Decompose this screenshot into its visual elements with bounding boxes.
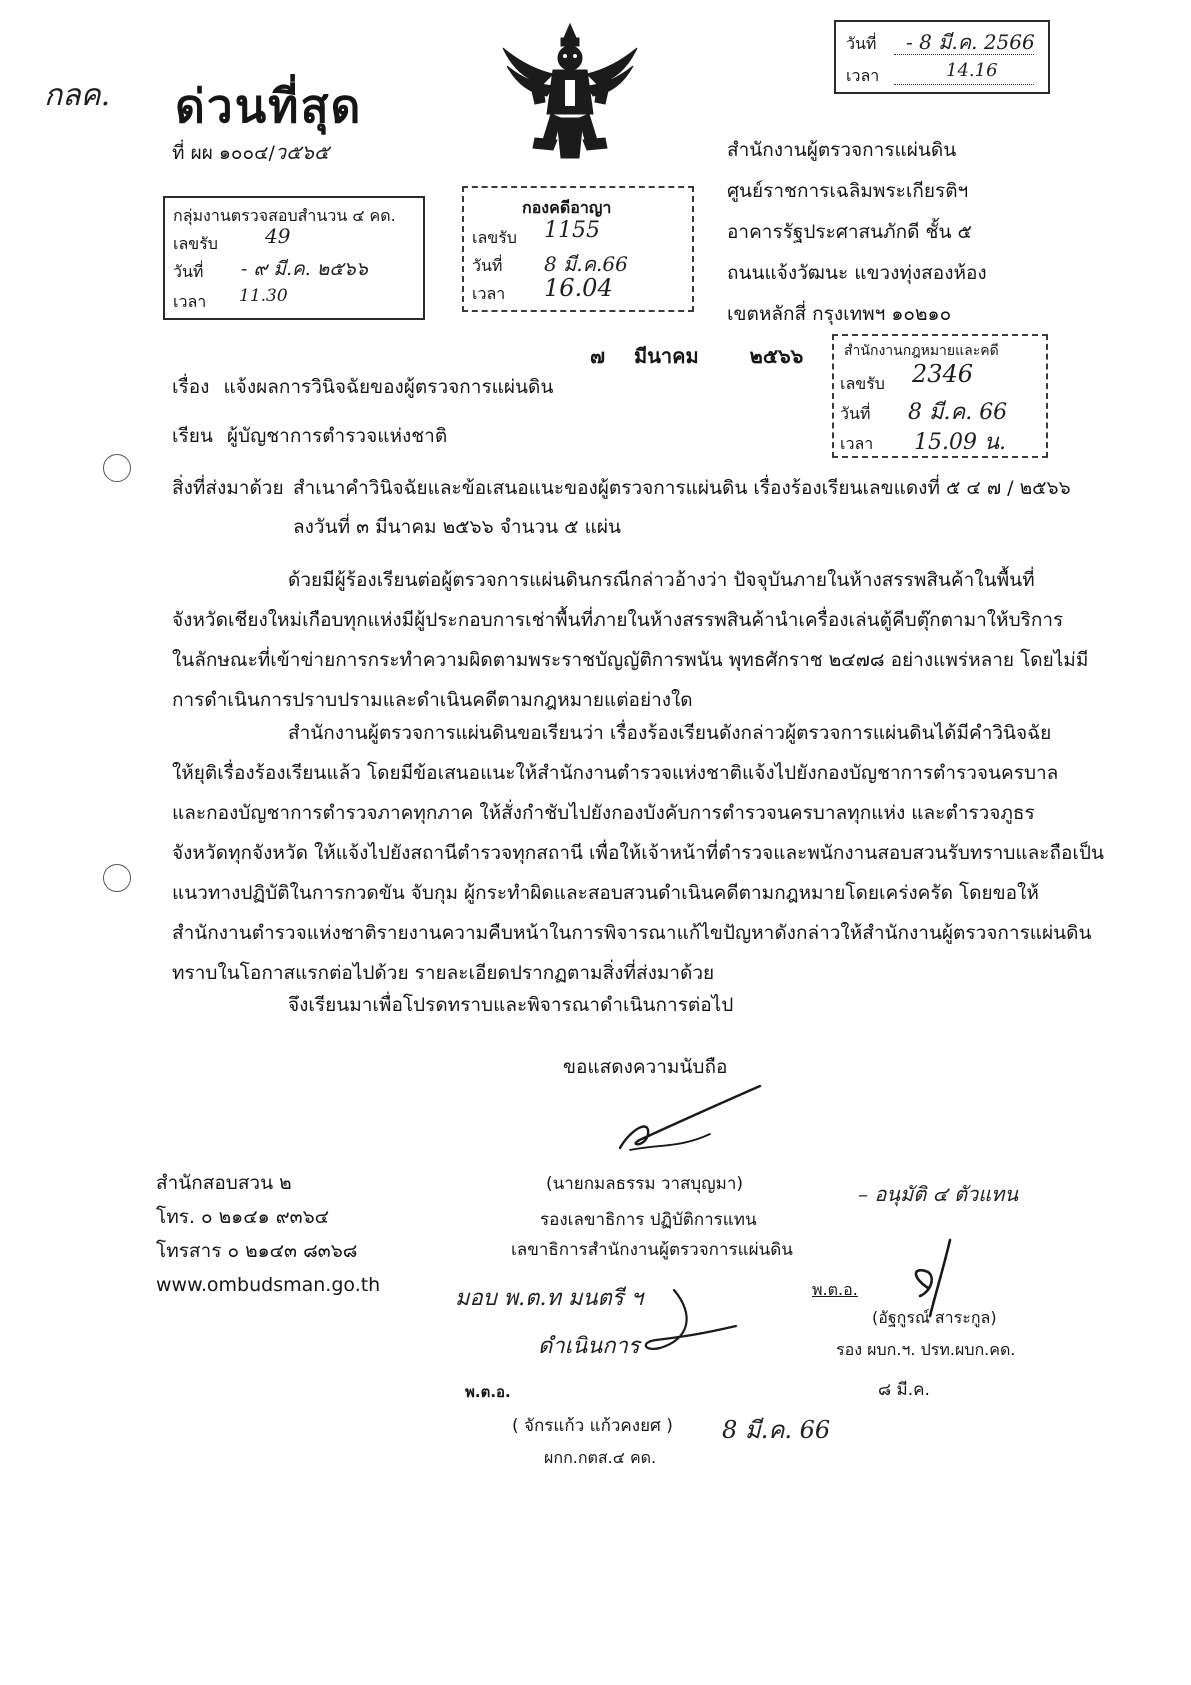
date-month: มีนาคม [634,344,699,368]
stamp-number-label: เลขรับ [840,374,885,393]
assign-note: มอบ พ.ต.ท มนตรี ฯ [455,1286,643,1311]
address-line: สำนักงานผู้ตรวจการแผ่นดิน [727,139,957,161]
signatory-name: (นายกมลธรรม วาสบุญมา) [546,1174,744,1194]
assign-action: ดำเนินการ [538,1334,640,1359]
paragraph-line: สำนักงานตำรวจแห่งชาติรายงานความคืบหน้าในการพิจารณาแก้ไขปัญหาดังกล่าวให้สำนักงานผู้ตรวจการแผ่นดิน [172,922,1092,944]
paragraph-line: การดำเนินการปราบปรามและดำเนินคดีตามกฎหมายแต่อย่างใด [172,689,693,711]
stamp-time-label: เวลา [472,284,506,303]
paragraph-line: ให้ยุติเรื่องร้องเรียนแล้ว โดยมีข้อเสนอแนะให้สำนักงานตำรวจแห่งชาติแจ้งไปยังกองบัญชาการตำรวจนครบาล [172,762,1059,784]
document-number [172,136,329,168]
stamp-time-value: 11.30 [239,286,288,306]
contact-block [156,1166,380,1302]
stamp-time-label: เวลา [173,292,207,311]
garuda-emblem-icon [495,18,645,166]
stamp-number-value: 2346 [912,360,974,388]
punch-hole [103,454,131,482]
annotation-left-title: ผกก.กตส.๔ คด. [544,1448,657,1467]
stamp-date-value: 8 มี.ค.66 [544,252,628,276]
paragraph-line: ในลักษณะที่เข้าข่ายการกระทำความผิดตามพระราชบัญญัติการพนัน พุทธศักราช ๒๔๗๘ อย่างแพร่หลาย โดยไม่มี [172,649,1089,671]
approval-note: – อนุมัติ ๔ ตัวแทน [858,1182,1019,1206]
address-line: เขตหลักสี่ กรุงเทพฯ ๑๐๒๑๐ [727,303,952,325]
received-stamp-top [834,20,1050,94]
stamp-number-label: เลขรับ [472,228,517,247]
address-line: อาคารรัฐประศาสนภักดี ชั้น ๕ [727,221,972,243]
main-signature [560,1078,800,1168]
stamp-number-label: เลขรับ [173,234,218,253]
stamp-time-line [894,84,1034,85]
receipt-stamp-left [163,196,425,320]
stamp-time-value: 16.04 [544,274,613,302]
annotation-rank: พ.ต.อ. [812,1280,858,1299]
addressee-line [172,421,447,451]
stamp-date-value: - 8 มี.ค. 2566 [906,30,1035,54]
contact-office: สำนักสอบสวน ๒ [156,1172,292,1194]
annotation-left-name: ( จักรแก้ว แก้วคงยศ ) [512,1416,673,1436]
date-year: ๒๕๖๖ [749,344,804,368]
annotation-name: (อัฐกูรณ์ สาระกูล) [872,1308,997,1327]
document-number-handwritten: ว๕๖๕ [274,140,330,164]
stamp-unit: กลุ่มงานตรวจสอบสำนวน ๔ คด. [173,206,396,225]
stamp-date-value: 8 มี.ค. 66 [908,400,1008,425]
stamp-date-label: วันที่ [472,256,503,275]
closing-request: จึงเรียนมาเพื่อโปรดทราบและพิจารณาดำเนินการต่อไป [288,994,734,1016]
body-paragraph-2 [172,713,1104,993]
stamp-time-value: 14.16 [946,60,998,81]
document-number-printed: ที่ ผผ ๑๐๐๔/ [172,142,275,164]
subject-line [172,372,553,402]
signatory-title-1: รองเลขาธิการ ปฏิบัติการแทน [540,1210,757,1230]
stamp-date-label: วันที่ [846,34,877,53]
annotation-title: รอง ผบก.ฯ. ปรท.ผบก.คด. [836,1340,1016,1359]
stamp-date-label: วันที่ [840,404,871,423]
stamp-date-value: - ๙ มี.ค. ๒๕๖๖ [241,258,368,280]
signatory-title-2: เลขาธิการสำนักงานผู้ตรวจการแผ่นดิน [511,1240,793,1260]
paragraph-line: ด้วยมีผู้ร้องเรียนต่อผู้ตรวจการแผ่นดินกรณีกล่าวอ้างว่า ปัจจุบันภายในห้างสรรพสินค้าในพื้นที่ [288,569,1035,591]
stamp-time-label: เวลา [840,434,874,453]
left-signature [600,1286,760,1376]
stamp-number-value: 1155 [544,218,600,243]
enclosure-line-1: สำเนาคำวินิจฉัยและข้อเสนอแนะของผู้ตรวจการแผ่นดิน เรื่องร้องเรียนเลขแดงที่ ๕ ๔ ๗ / ๒๕๖๖ [293,477,1071,499]
receipt-stamp-middle [462,186,694,312]
address-line: ศูนย์ราชการเฉลิมพระเกียรติฯ [727,180,969,202]
document-date [590,340,803,372]
date-day: ๗ [590,344,606,368]
punch-hole [103,864,131,892]
contact-fax: โทรสาร ๐ ๒๑๔๓ ๘๓๖๘ [156,1240,358,1262]
body-paragraph-1 [172,560,1089,720]
address-line: ถนนแจ้งวัฒนะ แขวงทุ่งสองห้อง [727,262,987,284]
stamp-time-label: เวลา [846,66,880,85]
paragraph-line: แนวทางปฏิบัติในการกวดขัน จับกุม ผู้กระทำผิดและสอบสวนดำเนินคดีตามกฎหมายโดยเคร่งครัด โดยขอให้ [172,882,1039,904]
subject-text: แจ้งผลการวินิจฉัยของผู้ตรวจการแผ่นดิน [223,376,554,398]
paragraph-line: สำนักงานผู้ตรวจการแผ่นดินขอเรียนว่า เรื่องร้องเรียนดังกล่าวผู้ตรวจการแผ่นดินได้มีคำวินิจฉัย [288,722,1052,744]
urgency-stamp: ด่วนที่สุด [175,79,363,133]
stamp-date-label: วันที่ [173,262,204,281]
contact-phone: โทร. ๐ ๒๑๔๑ ๙๓๖๔ [156,1206,330,1228]
stamp-number-value: 49 [265,224,291,248]
stamp-unit: กองคดีอาญา [522,198,612,217]
stamp-date-line [894,54,1034,55]
receipt-stamp-right [832,334,1048,458]
contact-website: www.ombudsman.go.th [156,1274,381,1296]
enclosure-line-2: ลงวันที่ ๓ มีนาคม ๒๕๖๖ จำนวน ๕ แผ่น [293,516,621,538]
stamp-unit: สำนักงานกฎหมายและคดี [844,343,999,359]
addressee-text: ผู้บัญชาการตำรวจแห่งชาติ [226,425,448,447]
paragraph-line: ทราบในโอกาสแรกต่อไปด้วย รายละเอียดปรากฏตามสิ่งที่ส่งมาด้วย [172,962,715,984]
paragraph-line: จังหวัดทุกจังหวัด ให้แจ้งไปยังสถานีตำรวจทุกสถานี เพื่อให้เจ้าหน้าที่ตำรวจและพนักงานสอบสวนรับทราบและถือเป็น [172,842,1104,864]
addressee-label: เรียน [172,425,213,447]
enclosure-label: สิ่งที่ส่งมาด้วย [172,477,284,499]
stamp-time-value: 15.09 น. [914,430,1007,455]
annotation-date: ๘ มี.ค. [878,1380,930,1400]
sender-address [727,130,987,335]
paragraph-line: และกองบัญชาการตำรวจภาคทุกภาค ให้สั่งกำชับไปยังกองบังคับการตำรวจนครบาลทุกแห่ง และตำรวจภูธร [172,802,1035,824]
paragraph-line: จังหวัดเชียงใหม่เกือบทุกแห่งมีผู้ประกอบการเช่าพื้นที่ภายในห้างสรรพสินค้านำเครื่องเล่นตู้คีบตุ๊กตามาให้บริการ [172,609,1064,631]
annotation-left-date: 8 มี.ค. 66 [722,1416,831,1444]
closing-salutation: ขอแสดงความนับถือ [563,1056,728,1078]
annotation-left-rank: พ.ต.อ. [465,1383,511,1401]
handwritten-mark: กลค. [44,78,111,113]
subject-label: เรื่อง [172,376,210,398]
